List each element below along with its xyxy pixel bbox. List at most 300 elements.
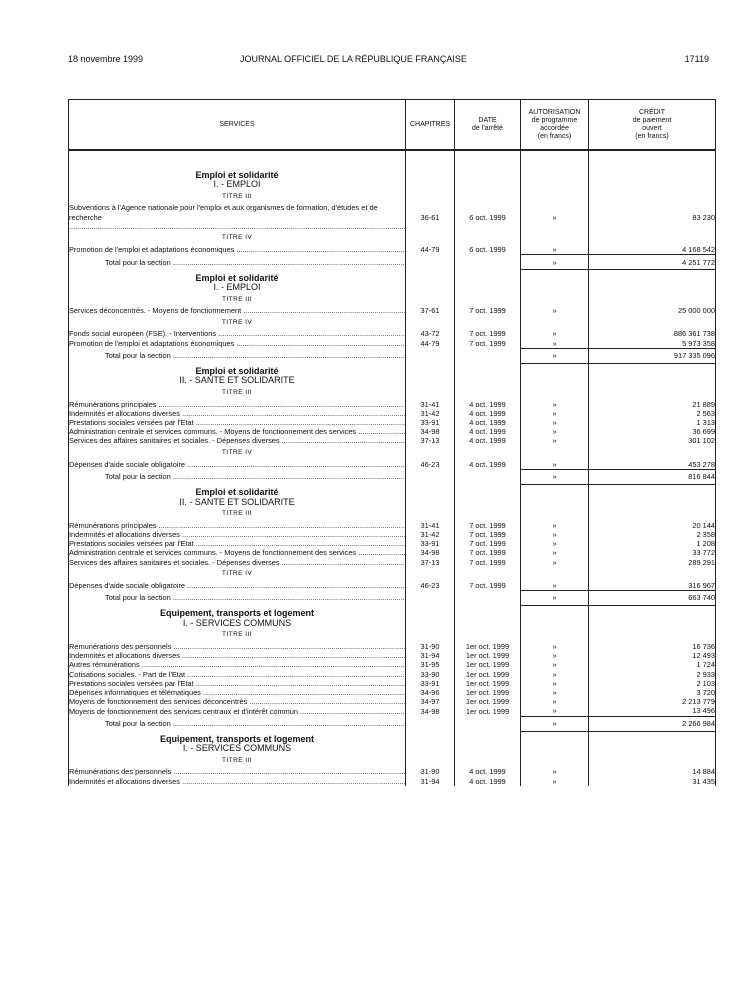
autorisation-cell (521, 679, 589, 688)
service-label (69, 418, 406, 427)
credit-cell (589, 688, 716, 697)
service-label (69, 329, 406, 338)
titre-label (69, 189, 406, 203)
table-row (69, 660, 716, 669)
total-credit (589, 469, 716, 484)
titre-row (69, 231, 716, 245)
autorisation-cell (521, 642, 589, 651)
titre-row (69, 753, 716, 767)
autorisation-cell-text: » (552, 306, 557, 316)
table-body (69, 150, 716, 786)
autorisation-cell-text: » (552, 767, 557, 777)
credit-cell-text: 33 772 (692, 548, 715, 558)
autorisation-cell (521, 777, 589, 786)
date-cell (455, 581, 521, 591)
credit-cell (589, 339, 716, 349)
section-subtitle-row (69, 376, 716, 385)
date-cell (455, 409, 521, 418)
table-row (69, 460, 716, 470)
autorisation-cell-text: » (552, 687, 557, 697)
service-label-text: Indemnités et allocations diverses ..... (69, 530, 406, 539)
chapitre-cell-text: 46-23 (420, 581, 440, 591)
credit-cell-text: 25 000 000 (678, 306, 715, 316)
credit-cell (589, 329, 716, 338)
autorisation-cell (521, 558, 589, 567)
date-cell (455, 245, 521, 255)
service-label (69, 245, 406, 255)
chapitre-cell-text: 31-42 (420, 408, 440, 418)
table-row (69, 436, 716, 445)
autorisation-cell-text: » (552, 245, 557, 255)
date-cell (455, 539, 521, 548)
date-cell-text: 7 oct. 1999 (469, 548, 506, 558)
date-cell-text: 1er oct. 1999 (465, 641, 510, 651)
autorisation-cell-text: » (552, 427, 557, 437)
table-row (69, 706, 716, 716)
section-title (69, 484, 406, 497)
date-cell (455, 427, 521, 436)
chapitre-cell (406, 581, 455, 591)
service-label-text: Dépenses d'aide sociale obligatoire ..... (69, 581, 406, 590)
table-row (69, 427, 716, 436)
chapitre-cell (406, 460, 455, 470)
date-cell-text: 4 oct. 1999 (469, 399, 506, 409)
date-cell-text: 4 oct. 1999 (469, 436, 506, 446)
section-subtitle-text: I. - EMPLOI (213, 282, 261, 292)
date-cell-text: 7 oct. 1999 (469, 529, 506, 539)
date-cell-text: 4 oct. 1999 (469, 408, 506, 418)
autorisation-cell-text: » (552, 706, 557, 716)
total-label-text: Total pour la section ..... (105, 719, 406, 728)
col-header-credit: CRÉDIT de paiement ouvert (en francs) (589, 100, 716, 151)
credit-cell-text: 1 313 (696, 418, 715, 428)
total-label-text: Total pour la section ..... (105, 258, 406, 267)
autorisation-cell (521, 767, 589, 776)
credit-cell (589, 651, 716, 660)
section-subtitle (69, 744, 406, 753)
titre-label (69, 567, 406, 581)
table-row (69, 306, 716, 315)
chapitre-cell (406, 642, 455, 651)
total-autorisation-text: » (552, 718, 557, 728)
table-row (69, 418, 716, 427)
date-cell (455, 203, 521, 231)
chapitre-cell (406, 203, 455, 231)
table-row (69, 670, 716, 679)
credit-cell (589, 581, 716, 591)
total-row (69, 469, 716, 484)
total-label-text: Total pour la section ..... (105, 593, 406, 602)
table-row (69, 558, 716, 567)
autorisation-cell (521, 203, 589, 231)
credit-cell-text: 453 278 (688, 459, 715, 469)
service-label (69, 777, 406, 786)
service-label-text: Moyens de fonctionnement des services déconcentrés ..... (69, 697, 406, 706)
page-number: 17119 (684, 54, 709, 64)
credit-cell-text: 21 889 (692, 399, 715, 409)
service-label (69, 409, 406, 418)
chapitre-cell-text: 46-23 (420, 459, 440, 469)
chapitre-cell (406, 777, 455, 786)
chapitre-cell (406, 660, 455, 669)
autorisation-cell-text: » (552, 641, 557, 651)
date-cell (455, 777, 521, 786)
chapitre-cell-text: 33-90 (420, 669, 440, 679)
titre-row (69, 315, 716, 329)
titre-label-text: TITRE III (222, 389, 252, 397)
table-row (69, 329, 716, 338)
date-cell-text: 1er oct. 1999 (465, 651, 510, 661)
chapitre-cell (406, 329, 455, 338)
autorisation-cell-text: » (552, 418, 557, 428)
credit-cell-text: 3 720 (696, 687, 715, 697)
date-cell (455, 306, 521, 315)
table-row (69, 697, 716, 706)
chapitre-cell-text: 43-72 (420, 329, 440, 339)
total-label (69, 590, 406, 605)
credit-cell (589, 245, 716, 255)
credit-cell-text: 2 213 779 (682, 697, 715, 707)
chapitre-cell (406, 539, 455, 548)
date-cell (455, 706, 521, 716)
autorisation-cell (521, 245, 589, 255)
date-cell-text: 4 oct. 1999 (469, 776, 506, 786)
section-title-row (69, 270, 716, 283)
autorisation-cell-text: » (552, 557, 557, 567)
date-cell (455, 436, 521, 445)
service-label-text: Services déconcentrés. - Moyens de fonctionnement ..... (69, 306, 406, 315)
date-cell-text: 7 oct. 1999 (469, 329, 506, 339)
date-cell (455, 530, 521, 539)
total-autorisation (521, 469, 589, 484)
autorisation-cell (521, 539, 589, 548)
section-subtitle-text: I. - EMPLOI (213, 180, 261, 190)
section-subtitle (69, 376, 406, 385)
credit-cell-text: 316 967 (688, 580, 715, 590)
section-subtitle-row (69, 283, 716, 292)
date-cell (455, 670, 521, 679)
date-cell-text: 1er oct. 1999 (465, 687, 510, 697)
credit-cell-text: 16 736 (692, 641, 715, 651)
service-label (69, 539, 406, 548)
titre-label (69, 753, 406, 767)
credit-cell (589, 539, 716, 548)
chapitre-cell (406, 400, 455, 409)
date-cell-text: 4 oct. 1999 (469, 427, 506, 437)
autorisation-cell-text: » (552, 212, 557, 222)
date-cell-text: 1er oct. 1999 (465, 669, 510, 679)
date-cell (455, 460, 521, 470)
titre-label-text: TITRE III (222, 510, 252, 518)
date-cell-text: 7 oct. 1999 (469, 520, 506, 530)
service-label (69, 688, 406, 697)
chapitre-cell (406, 548, 455, 557)
chapitre-cell-text: 34-97 (420, 697, 440, 707)
credit-cell (589, 530, 716, 539)
credit-cell (589, 697, 716, 706)
service-label (69, 697, 406, 706)
chapitre-cell-text: 31-90 (420, 767, 440, 777)
credit-cell (589, 706, 716, 716)
service-label-text: Prestations sociales versées par l'Etat ..... (69, 539, 406, 548)
date-cell (455, 767, 521, 776)
section-title (69, 270, 406, 283)
table-row (69, 767, 716, 776)
section-subtitle (69, 283, 406, 292)
section-title-text: Emploi et solidarité (195, 487, 279, 498)
chapitre-cell-text: 31-94 (420, 776, 440, 786)
section-title-text: Equipement, transports et logement (159, 734, 315, 745)
chapitre-cell-text: 33-91 (420, 539, 440, 549)
autorisation-cell (521, 548, 589, 557)
autorisation-cell-text: » (552, 697, 557, 707)
section-title-row (69, 605, 716, 618)
autorisation-cell-text: » (552, 529, 557, 539)
service-label (69, 400, 406, 409)
table-row (69, 651, 716, 660)
total-label (69, 716, 406, 731)
total-autorisation (521, 348, 589, 363)
total-credit (589, 255, 716, 270)
date-cell (455, 688, 521, 697)
date-cell (455, 558, 521, 567)
date-cell-text: 7 oct. 1999 (469, 581, 506, 591)
section-title (69, 731, 406, 744)
total-autorisation-text: » (552, 472, 557, 482)
table-row (69, 777, 716, 786)
credit-cell-text: 36 699 (692, 427, 715, 437)
autorisation-cell-text: » (552, 436, 557, 446)
col-header-services: SERVICES (69, 100, 406, 151)
titre-label-text: TITRE IV (221, 449, 253, 457)
table-row (69, 203, 716, 231)
total-autorisation-text: » (552, 593, 557, 603)
chapitre-cell-text: 31-41 (420, 520, 440, 530)
credit-cell-text: 5 973 358 (682, 338, 715, 348)
table-row (69, 642, 716, 651)
titre-label-text: TITRE III (222, 631, 252, 639)
chapitre-cell (406, 521, 455, 530)
service-label (69, 581, 406, 591)
service-label-text: Moyens de fonctionnement des services centraux et d'intérêt commun ..... (69, 707, 406, 716)
section-subtitle (69, 619, 406, 628)
service-label-text: Dépenses informatiques et télématiques ..... (69, 688, 406, 697)
autorisation-cell-text: » (552, 678, 557, 688)
chapitre-cell (406, 530, 455, 539)
date-cell-text: 6 oct. 1999 (469, 245, 506, 255)
credit-cell (589, 777, 716, 786)
service-label-text: Fonds social européen (FSE). - Interventions ..... (69, 329, 406, 338)
chapitre-cell (406, 558, 455, 567)
autorisation-cell (521, 339, 589, 349)
journal-title: JOURNAL OFFICIEL DE LA RÉPUBLIQUE FRANÇAISE (240, 54, 467, 64)
titre-label-text: TITRE III (222, 295, 252, 303)
credit-cell (589, 660, 716, 669)
service-label (69, 306, 406, 315)
service-label (69, 436, 406, 445)
titre-row (69, 446, 716, 460)
autorisation-cell-text: » (552, 459, 557, 469)
titre-label (69, 507, 406, 521)
service-label (69, 558, 406, 567)
total-label-text: Total pour la section ..... (105, 472, 406, 481)
titre-label-text: TITRE IV (221, 318, 253, 326)
chapitre-cell (406, 697, 455, 706)
date-cell (455, 651, 521, 660)
credit-cell-text: 301 102 (688, 436, 715, 446)
date-cell (455, 521, 521, 530)
autorisation-cell (521, 581, 589, 591)
service-label-text: Promotion de l'emploi et adaptations économiques ..... (69, 245, 406, 254)
table-row (69, 548, 716, 557)
total-autorisation (521, 716, 589, 731)
autorisation-cell-text: » (552, 776, 557, 786)
credit-cell (589, 418, 716, 427)
chapitre-cell-text: 34-98 (420, 706, 440, 716)
total-credit (589, 348, 716, 363)
chapitre-cell-text: 31-94 (420, 651, 440, 661)
service-label-text: Services des affaires sanitaires et sociales. - Dépenses diverses ..... (69, 558, 406, 567)
service-label (69, 670, 406, 679)
credit-cell (589, 548, 716, 557)
credit-cell (589, 460, 716, 470)
credit-cell (589, 670, 716, 679)
table-row (69, 688, 716, 697)
table-row (69, 521, 716, 530)
credit-cell-text: 2 358 (696, 529, 715, 539)
titre-row (69, 567, 716, 581)
total-credit (589, 590, 716, 605)
date-cell (455, 329, 521, 338)
chapitre-cell (406, 245, 455, 255)
credits-table (68, 99, 716, 786)
titre-row (69, 292, 716, 306)
credit-cell (589, 400, 716, 409)
section-subtitle-text: II. - SANTÉ ET SOLIDARITÉ (179, 497, 295, 507)
titre-label-text: TITRE III (222, 756, 252, 764)
credit-cell (589, 427, 716, 436)
credit-cell-text: 2 933 (696, 669, 715, 679)
autorisation-cell (521, 418, 589, 427)
credit-cell-text: 12 493 (692, 651, 715, 661)
date-cell-text: 4 oct. 1999 (469, 418, 506, 428)
autorisation-cell (521, 436, 589, 445)
chapitre-cell-text: 31-41 (420, 399, 440, 409)
credit-cell-text: 2 103 (696, 678, 715, 688)
table-row (69, 679, 716, 688)
autorisation-cell (521, 427, 589, 436)
table-row (69, 339, 716, 349)
titre-label (69, 446, 406, 460)
section-subtitle-text: II. - SANTÉ ET SOLIDARITÉ (179, 376, 295, 386)
total-label (69, 348, 406, 363)
service-label (69, 767, 406, 776)
date-cell-text: 1er oct. 1999 (465, 678, 510, 688)
chapitre-cell-text: 37-61 (420, 306, 440, 316)
total-credit-text: 663 740 (688, 593, 715, 603)
page-date: 18 novembre 1999 (68, 54, 144, 64)
autorisation-cell (521, 400, 589, 409)
titre-label (69, 386, 406, 400)
chapitre-cell-text: 31-42 (420, 529, 440, 539)
autorisation-cell-text: » (552, 539, 557, 549)
total-autorisation-text: » (552, 257, 557, 267)
chapitre-cell-text: 33-91 (420, 678, 440, 688)
total-label (69, 255, 406, 270)
chapitre-cell (406, 339, 455, 349)
total-autorisation (521, 255, 589, 270)
table-row (69, 530, 716, 539)
total-row (69, 590, 716, 605)
autorisation-cell (521, 306, 589, 315)
chapitre-cell (406, 427, 455, 436)
date-cell-text: 7 oct. 1999 (469, 557, 506, 567)
credit-cell-text: 83 230 (692, 212, 715, 222)
service-label (69, 521, 406, 530)
credit-cell-text: 1 208 (696, 539, 715, 549)
chapitre-cell-text: 37-13 (420, 436, 440, 446)
titre-row (69, 507, 716, 521)
chapitre-cell (406, 670, 455, 679)
date-cell-text: 1er oct. 1999 (465, 660, 510, 670)
service-label (69, 548, 406, 557)
service-label (69, 530, 406, 539)
credit-cell (589, 642, 716, 651)
section-title-text: Emploi et solidarité (195, 170, 279, 180)
chapitre-cell-text: 44-79 (420, 338, 440, 348)
col-header-date: DATE de l'arrêté (455, 100, 521, 151)
autorisation-cell-text: » (552, 651, 557, 661)
table-row (69, 400, 716, 409)
date-cell-text: 4 oct. 1999 (469, 459, 506, 469)
chapitre-cell (406, 706, 455, 716)
titre-label (69, 292, 406, 306)
total-row (69, 255, 716, 270)
service-label-text: Indemnités et allocations diverses ..... (69, 651, 406, 660)
chapitre-cell-text: 33-91 (420, 418, 440, 428)
service-label-text: Rémunérations des personnels ..... (69, 642, 406, 651)
total-row (69, 348, 716, 363)
credit-cell-text: 289 291 (688, 557, 715, 567)
service-label-text: Rémunérations des personnels ..... (69, 767, 406, 776)
date-cell-text: 4 oct. 1999 (469, 767, 506, 777)
titre-label-text: TITRE IV (221, 570, 253, 578)
date-cell (455, 418, 521, 427)
chapitre-cell-text: 34-98 (420, 548, 440, 558)
section-title-text: Emploi et solidarité (195, 272, 279, 283)
autorisation-cell (521, 651, 589, 660)
chapitre-cell-text: 36-61 (420, 212, 440, 222)
total-label (69, 469, 406, 484)
autorisation-cell-text: » (552, 408, 557, 418)
titre-row (69, 189, 716, 203)
service-label-text: Prestations sociales versées par l'Etat ..... (69, 418, 406, 427)
table-row (69, 245, 716, 255)
date-cell-text: 1er oct. 1999 (465, 697, 510, 707)
credit-cell-text: 2 563 (696, 408, 715, 418)
section-title-row (69, 363, 716, 376)
service-label-text: Services des affaires sanitaires et sociales. - Dépenses diverses ..... (69, 436, 406, 445)
autorisation-cell (521, 460, 589, 470)
titre-label-text: TITRE IV (221, 234, 253, 242)
service-label-text: Prestations sociales versées par l'Etat ..... (69, 679, 406, 688)
service-label (69, 339, 406, 349)
titre-label (69, 315, 406, 329)
section-title (69, 167, 406, 180)
total-row (69, 716, 716, 731)
chapitre-cell (406, 306, 455, 315)
chapitre-cell-text: 31-90 (420, 641, 440, 651)
